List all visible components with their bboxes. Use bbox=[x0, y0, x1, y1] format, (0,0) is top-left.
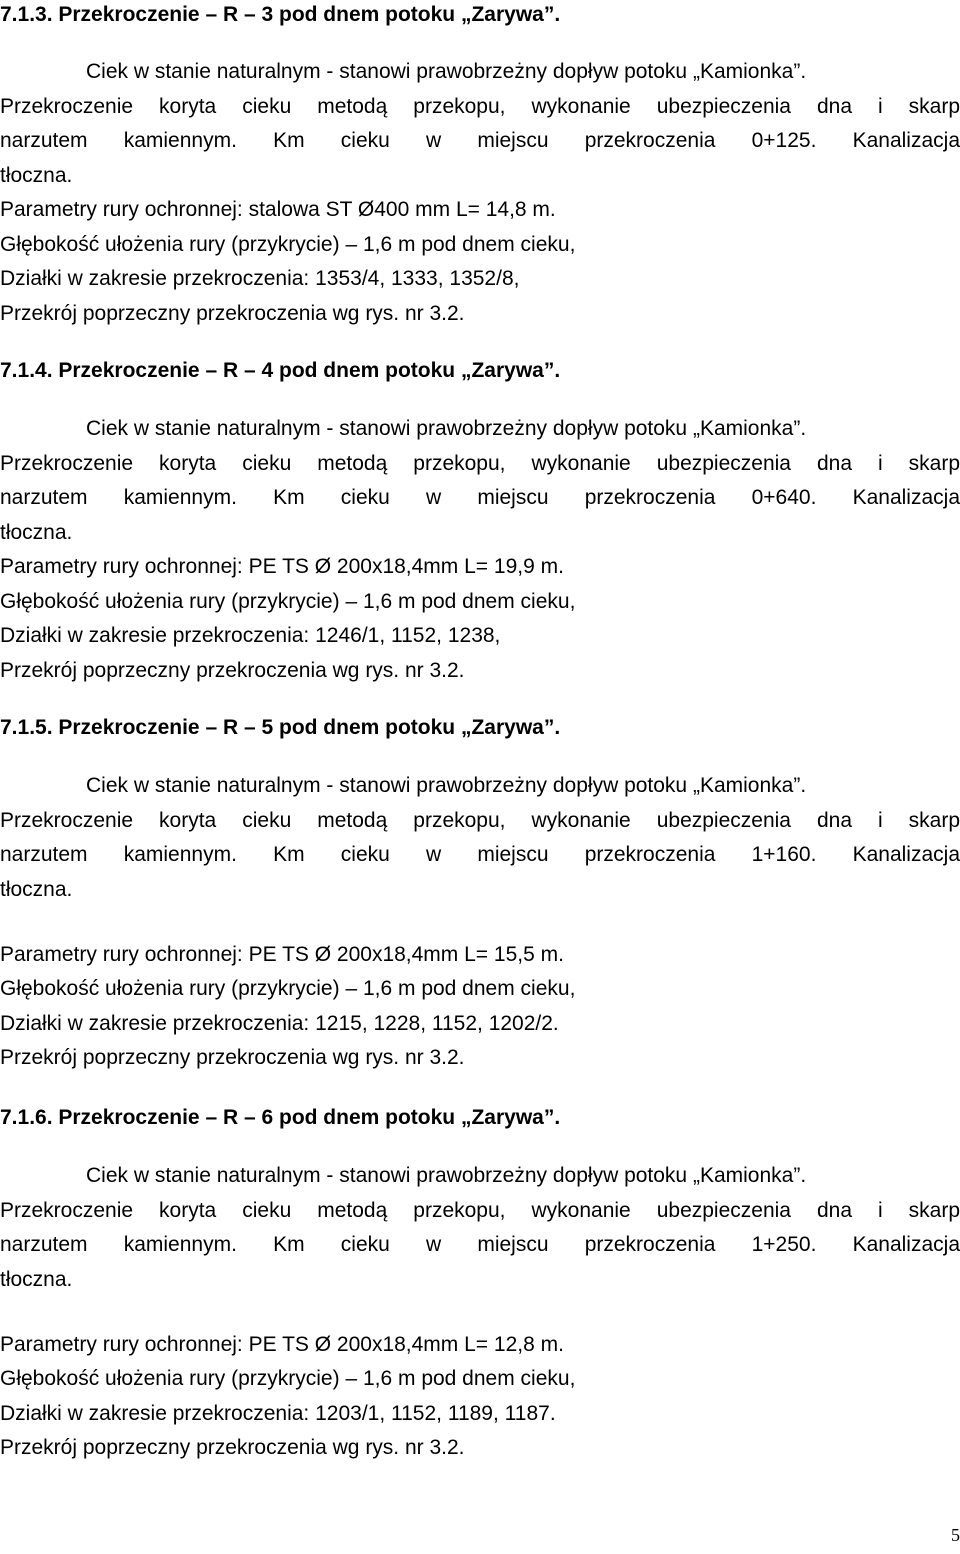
paragraph-line: tłoczna. bbox=[0, 164, 73, 187]
section-heading: 7.1.5. Przekroczenie – R – 5 pod dnem potoku „Zarywa”. bbox=[0, 716, 561, 739]
cross-section-reference: Przekrój poprzeczny przekroczenia wg rys. nr 3.2. bbox=[0, 1046, 465, 1069]
paragraph-line: Ciek w stanie naturalnym - stanowi prawobrzeżny dopływ potoku „Kamionka”. bbox=[86, 60, 807, 83]
paragraph-line: Ciek w stanie naturalnym - stanowi prawobrzeżny dopływ potoku „Kamionka”. bbox=[86, 417, 807, 440]
paragraph-line: narzutem kamiennym. Km cieku w miejscu przekroczenia 1+160. Kanalizacja bbox=[0, 843, 960, 866]
paragraph-line: narzutem kamiennym. Km cieku w miejscu przekroczenia 0+125. Kanalizacja bbox=[0, 129, 960, 152]
paragraph-line: narzutem kamiennym. Km cieku w miejscu przekroczenia 1+250. Kanalizacja bbox=[0, 1233, 960, 1256]
plots-list: Działki w zakresie przekroczenia: 1203/1, 1152, 1189, 1187. bbox=[0, 1402, 556, 1425]
paragraph-line: Przekroczenie koryta cieku metodą przekopu, wykonanie ubezpieczenia dna i skarp bbox=[0, 452, 960, 475]
page-number: 5 bbox=[951, 1525, 960, 1545]
section-heading: 7.1.3. Przekroczenie – R – 3 pod dnem potoku „Zarywa”. bbox=[0, 3, 561, 26]
paragraph-line: tłoczna. bbox=[0, 878, 73, 901]
cross-section-reference: Przekrój poprzeczny przekroczenia wg rys. nr 3.2. bbox=[0, 302, 465, 325]
cross-section-reference: Przekrój poprzeczny przekroczenia wg rys. nr 3.2. bbox=[0, 1436, 465, 1459]
paragraph-line: narzutem kamiennym. Km cieku w miejscu przekroczenia 0+640. Kanalizacja bbox=[0, 486, 960, 509]
paragraph-line: tłoczna. bbox=[0, 1268, 73, 1291]
paragraph-line: Przekroczenie koryta cieku metodą przekopu, wykonanie ubezpieczenia dna i skarp bbox=[0, 1199, 960, 1222]
pipe-parameters: Parametry rury ochronnej: PE TS Ø 200x18,4mm L= 19,9 m. bbox=[0, 555, 564, 578]
laying-depth: Głębokość ułożenia rury (przykrycie) – 1,6 m pod dnem cieku, bbox=[0, 590, 576, 613]
laying-depth: Głębokość ułożenia rury (przykrycie) – 1,6 m pod dnem cieku, bbox=[0, 233, 576, 256]
laying-depth: Głębokość ułożenia rury (przykrycie) – 1,6 m pod dnem cieku, bbox=[0, 1367, 576, 1390]
pipe-parameters: Parametry rury ochronnej: stalowa ST Ø400 mm L= 14,8 m. bbox=[0, 198, 556, 221]
paragraph-line: Przekroczenie koryta cieku metodą przekopu, wykonanie ubezpieczenia dna i skarp bbox=[0, 95, 960, 118]
plots-list: Działki w zakresie przekroczenia: 1215, 1228, 1152, 1202/2. bbox=[0, 1012, 559, 1035]
cross-section-reference: Przekrój poprzeczny przekroczenia wg rys. nr 3.2. bbox=[0, 659, 465, 682]
laying-depth: Głębokość ułożenia rury (przykrycie) – 1,6 m pod dnem cieku, bbox=[0, 977, 576, 1000]
plots-list: Działki w zakresie przekroczenia: 1246/1, 1152, 1238, bbox=[0, 624, 501, 647]
paragraph-line: Ciek w stanie naturalnym - stanowi prawobrzeżny dopływ potoku „Kamionka”. bbox=[86, 774, 807, 797]
plots-list: Działki w zakresie przekroczenia: 1353/4, 1333, 1352/8, bbox=[0, 267, 520, 290]
paragraph-line: tłoczna. bbox=[0, 521, 73, 544]
pipe-parameters: Parametry rury ochronnej: PE TS Ø 200x18,4mm L= 12,8 m. bbox=[0, 1333, 564, 1356]
pipe-parameters: Parametry rury ochronnej: PE TS Ø 200x18,4mm L= 15,5 m. bbox=[0, 943, 564, 966]
section-heading: 7.1.6. Przekroczenie – R – 6 pod dnem potoku „Zarywa”. bbox=[0, 1106, 561, 1129]
section-heading: 7.1.4. Przekroczenie – R – 4 pod dnem potoku „Zarywa”. bbox=[0, 359, 561, 382]
paragraph-line: Ciek w stanie naturalnym - stanowi prawobrzeżny dopływ potoku „Kamionka”. bbox=[86, 1164, 807, 1187]
paragraph-line: Przekroczenie koryta cieku metodą przekopu, wykonanie ubezpieczenia dna i skarp bbox=[0, 809, 960, 832]
